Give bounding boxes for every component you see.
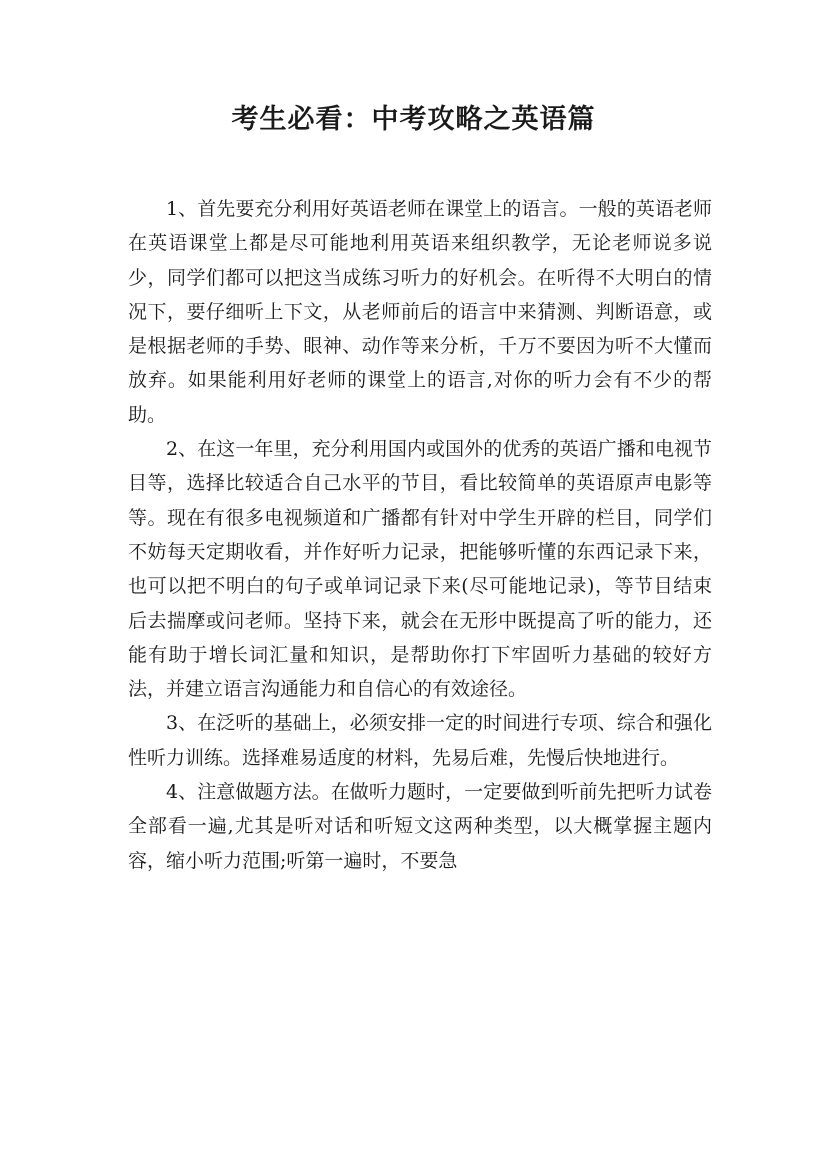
document-body: [128, 192, 712, 878]
paragraph-3: 3、在泛听的基础上，必须安排一定的时间进行专项、综合和强化性听力训练。选择难易适度的材料，先易后难，先慢后快地进行。: [128, 712, 712, 769]
paragraph-1: 1、首先要充分利用好英语老师在课堂上的语言。一般的英语老师在英语课堂上都是尽可能地利用英语来组织教学，无论老师说多说少，同学们都可以把这当成练习听力的好机会。在听得不大明白的情况下，要仔细听上下文，从老师前后的语言中来猜测、判断语意，或是根据老师的手势、眼神、动作等来分析，千万不要因为听不大懂而放弃。如果能利用好老师的课堂上的语言,对你的听力会有不少的帮助。: [128, 198, 712, 426]
document-title: 考生必看：中考攻略之英语篇: [231, 104, 596, 135]
paragraph-4: 4、注意做题方法。在做听力题时，一定要做到听前先把听力试卷全部看一遍,尤其是听对话和听短文这两种类型，以大概掌握主题内容，缩小听力范围;听第一遍时，不要急: [128, 781, 712, 872]
paragraph-2: 2、在这一年里，充分利用国内或国外的优秀的英语广播和电视节目等，选择比较适合自己水平的节目，看比较简单的英语原声电影等等。现在有很多电视频道和广播都有针对中学生开辟的栏目，同学们不妨每天定期收看，并作好听力记录，把能够听懂的东西记录下来，也可以把不明白的句子或单词记录下来(尽可能地记录)，等节目结束后去揣摩或问老师。坚持下来，就会在无形中既提高了听的能力，还能有助于增长词汇量和知识，是帮助你打下牢固听力基础的较好方法，并建立语言沟通能力和自信心的有效途径。: [128, 438, 712, 701]
